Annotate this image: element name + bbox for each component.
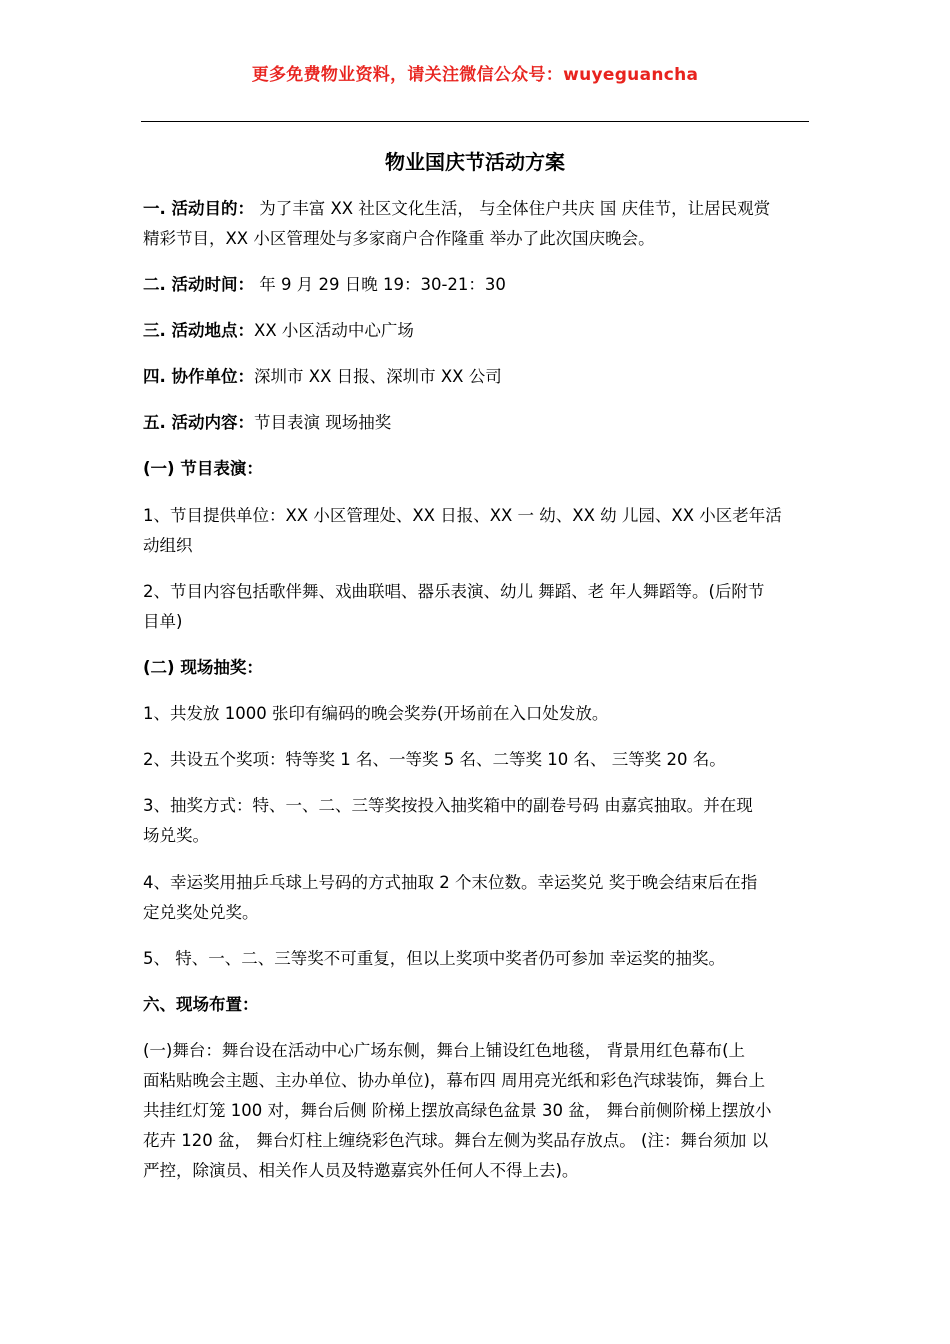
layout-line-1: (一)舞台：舞台设在活动中心广场东侧，舞台上铺设红色地毯， 背景用红色幕布(上 [143,1041,746,1060]
document-title: 物业国庆节活动方案 [385,150,565,174]
section-purpose-label: 一. 活动目的： [143,199,255,218]
performance-item-2-line-2: 目单) [143,612,183,631]
section-partners-text: 深圳市 XX 日报、深圳市 XX 公司 [254,367,502,386]
performance-item-1-line-1: 1、节目提供单位：XX 小区管理处、XX 日报、XX 一 幼、XX 幼 儿园、XX 小区老年活 [143,506,782,525]
section-time [143,270,809,300]
section-content-text: 节目表演 现场抽奖 [254,413,392,432]
section-location [143,316,809,346]
section-purpose-text-1: 为了丰富 XX 社区文化生活， 与全体住户共庆 国 庆佳节，让居民观赏 [254,199,771,218]
section-time-label: 二. 活动时间： [143,275,255,294]
layout-line-3: 共挂红灯笼 100 对，舞台后侧 阶梯上摆放高绿色盆景 30 盆， 舞台前侧阶梯上摆放小 [143,1101,772,1120]
lottery-item-1: 1、共发放 1000 张印有编码的晚会奖券(开场前在入口处发放。 [143,704,609,723]
performance-item-1 [143,501,809,561]
promo-banner: 更多免费物业资料，请关注微信公众号：wuyeguancha [251,65,699,85]
lottery-item-4-line-1: 4、幸运奖用抽乒乓球上号码的方式抽取 2 个末位数。幸运奖兑 奖于晚会结束后在指 [143,873,758,892]
section-purpose-text-2: 精彩节目，XX 小区管理处与多家商户合作隆重 举办了此次国庆晚会。 [143,229,655,248]
performance-item-2-line-1: 2、节目内容包括歌伴舞、戏曲联唱、器乐表演、幼儿 舞蹈、老 年人舞蹈等。(后附节 [143,582,765,601]
layout-paragraph [143,1036,809,1186]
section-location-label: 三. 活动地点： [143,321,255,340]
section-purpose [143,194,809,254]
section-time-text: 年 9 月 29 日晚 19：30-21：30 [254,275,506,294]
lottery-item-3-line-1: 3、抽奖方式：特、一、二、三等奖按投入抽奖箱中的副卷号码 由嘉宾抽取。并在现 [143,796,753,815]
lottery-item-2: 2、共设五个奖项：特等奖 1 名、一等奖 5 名、二等奖 10 名、 三等奖 20 名。 [143,750,726,769]
section-location-text: XX 小区活动中心广场 [254,321,414,340]
performance-item-1-line-2: 动组织 [143,536,193,555]
performance-heading: (一) 节目表演： [143,459,263,478]
lottery-heading: (二) 现场抽奖： [143,658,263,677]
performance-item-2 [143,577,809,637]
lottery-item-4 [143,868,809,928]
layout-line-5: 严控，除演员、相关作人员及特邀嘉宾外任何人不得上去)。 [143,1161,579,1180]
layout-line-2: 面粘贴晚会主题、主办单位、协办单位)，幕布四 周用亮光纸和彩色汽球装饰，舞台上 [143,1071,766,1090]
section-content [143,408,809,438]
lottery-item-3-line-2: 场兑奖。 [143,826,209,845]
layout-line-4: 花卉 120 盆， 舞台灯柱上缠绕彩色汽球。舞台左侧为奖品存放点。 (注：舞台须加 以 [143,1131,769,1150]
section-partners-label: 四. 协作单位： [143,367,255,386]
lottery-item-5: 5、 特、一、二、三等奖不可重复，但以上奖项中奖者仍可参加 幸运奖的抽奖。 [143,949,725,968]
layout-heading: 六、现场布置： [143,995,259,1014]
header-divider [141,121,809,122]
section-content-label: 五. 活动内容： [143,413,255,432]
section-partners [143,362,809,392]
lottery-item-3 [143,791,809,851]
lottery-item-4-line-2: 定兑奖处兑奖。 [143,903,259,922]
